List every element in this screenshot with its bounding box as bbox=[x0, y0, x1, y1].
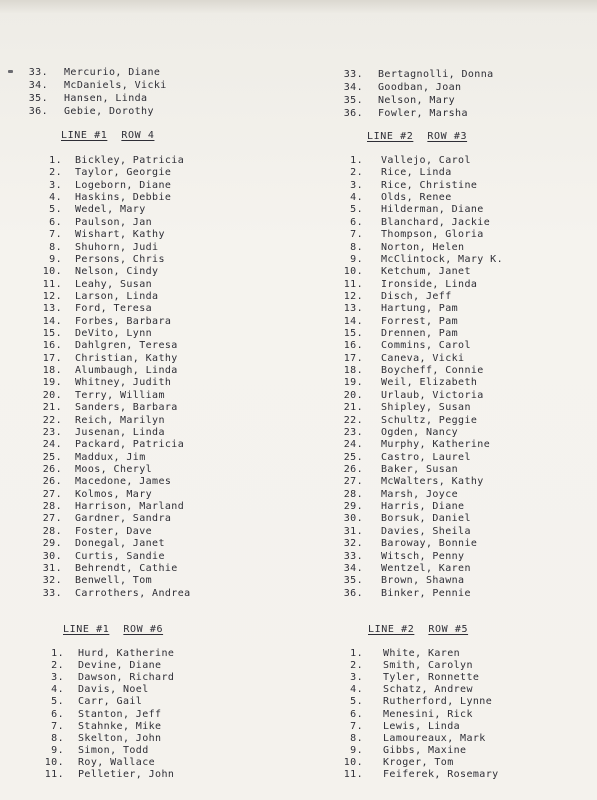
entry-name: Menesini, Rick bbox=[383, 708, 473, 720]
entry-name: Castro, Laurel bbox=[381, 451, 471, 463]
entry-name: Kolmos, Mary bbox=[75, 488, 153, 500]
entry-number: 3. bbox=[49, 179, 62, 191]
entry-name: Simon, Todd bbox=[78, 744, 149, 756]
entry-number: 27. bbox=[343, 476, 363, 488]
entry-name: Ketchum, Janet bbox=[381, 266, 471, 278]
entry-name: Commins, Carol bbox=[381, 340, 471, 352]
entry-name: Foster, Dave bbox=[75, 525, 153, 537]
entry-number: 36. bbox=[28, 106, 48, 117]
entry-name: McClintock, Mary K. bbox=[381, 253, 503, 265]
entry-number: 33. bbox=[343, 550, 363, 562]
entry-number: 10. bbox=[343, 266, 363, 278]
entry-name: Carrothers, Andrea bbox=[75, 587, 191, 599]
entry-number: 9. bbox=[49, 253, 62, 265]
entry-number: 7. bbox=[49, 229, 62, 241]
entry-name: Lamoureaux, Mark bbox=[383, 732, 486, 744]
entry-name: Larson, Linda bbox=[75, 290, 159, 302]
entry-name: Marsh, Joyce bbox=[381, 488, 459, 500]
entry-number: 2. bbox=[350, 167, 363, 179]
entry-number: 22. bbox=[42, 414, 62, 426]
entry-number: 36. bbox=[343, 587, 363, 599]
entry-name: Pelletier, John bbox=[78, 769, 175, 780]
entry-number: 28. bbox=[42, 525, 62, 537]
entry-name: Sanders, Barbara bbox=[75, 402, 178, 414]
row-label: ROW #3 bbox=[427, 131, 468, 142]
entry-name: Alumbaugh, Linda bbox=[75, 365, 178, 377]
entry-number: 10. bbox=[44, 756, 64, 768]
entry-name: Blanchard, Jackie bbox=[381, 216, 491, 228]
entry-number: 2. bbox=[350, 660, 363, 672]
entry-name: Stanton, Jeff bbox=[78, 708, 162, 720]
entry-number: 20. bbox=[42, 389, 62, 401]
entry-name: Rutherford, Lynne bbox=[383, 696, 493, 708]
entry-name: Terry, William bbox=[75, 389, 165, 401]
entry-name: Baroway, Bonnie bbox=[381, 538, 478, 550]
entry-number: 14. bbox=[42, 315, 62, 327]
entry-number: 29. bbox=[42, 538, 62, 550]
entry-number: 26. bbox=[42, 464, 62, 475]
entry-number: 35. bbox=[343, 95, 363, 106]
entry-name: Benwell, Tom bbox=[75, 575, 153, 587]
entry-name: Packard, Patricia bbox=[75, 439, 185, 451]
entry-number: 24. bbox=[343, 439, 363, 451]
entry-number: 6. bbox=[350, 708, 363, 720]
entry-name: Murphy, Katherine bbox=[381, 439, 491, 451]
entry-number: 30. bbox=[343, 513, 363, 525]
entry-number: 6. bbox=[51, 708, 64, 720]
entry-number: 28. bbox=[42, 501, 62, 513]
entry-number: 4. bbox=[350, 192, 363, 204]
entry-name: Norton, Helen bbox=[381, 241, 465, 253]
entry-name: Thompson, Gloria bbox=[381, 229, 484, 241]
entry-number: 8. bbox=[49, 241, 62, 253]
entry-number: 33. bbox=[343, 69, 363, 80]
entry-name: Tyler, Ronnette bbox=[383, 672, 480, 684]
entry-number: 18. bbox=[343, 365, 363, 377]
entry-number: 8. bbox=[350, 732, 363, 744]
entry-number: 13. bbox=[343, 303, 363, 315]
entry-name: Weil, Elizabeth bbox=[381, 377, 478, 389]
entry-name: Harris, Diane bbox=[381, 501, 465, 513]
list-item bbox=[0, 648, 590, 660]
entry-name: Donegal, Janet bbox=[75, 538, 165, 550]
entry-name: Wentzel, Karen bbox=[381, 562, 471, 574]
entry-number: 23. bbox=[42, 426, 62, 438]
entry-number: 1. bbox=[350, 648, 363, 659]
entry-number: 29. bbox=[343, 501, 363, 513]
entry-number: 16. bbox=[42, 340, 62, 352]
entry-name: Shuhorn, Judi bbox=[75, 241, 159, 253]
list-item bbox=[0, 684, 590, 696]
entry-number: 5. bbox=[350, 696, 363, 708]
entry-name: Davis, Noel bbox=[78, 684, 149, 696]
entry-number: 21. bbox=[343, 402, 363, 414]
entry-number: 34. bbox=[343, 82, 363, 93]
entry-name: Brown, Shawna bbox=[381, 575, 465, 587]
entry-number: 11. bbox=[343, 278, 363, 290]
entry-name: Reich, Marilyn bbox=[75, 414, 165, 426]
entry-name: White, Karen bbox=[383, 648, 461, 659]
row-label: ROW 4 bbox=[121, 130, 155, 141]
entry-number: 9. bbox=[350, 744, 363, 756]
entry-number: 5. bbox=[49, 204, 62, 216]
entry-name: Smith, Carolyn bbox=[383, 660, 473, 672]
entry-name: Shipley, Susan bbox=[381, 402, 471, 414]
entry-name: Forrest, Pam bbox=[381, 315, 459, 327]
entry-name: Urlaub, Victoria bbox=[381, 389, 484, 401]
entry-name: McWalters, Kathy bbox=[381, 476, 484, 488]
entry-number: 4. bbox=[350, 684, 363, 696]
entry-number: 4. bbox=[49, 192, 62, 204]
entry-number: 11. bbox=[42, 278, 62, 290]
entry-number: 1. bbox=[51, 648, 64, 659]
entry-name: Gebie, Dorothy bbox=[64, 106, 154, 117]
entry-number: 25. bbox=[42, 451, 62, 463]
entry-number: 34. bbox=[28, 80, 48, 91]
entry-number: 12. bbox=[42, 290, 62, 302]
entry-number: 5. bbox=[350, 204, 363, 216]
entry-number: 26. bbox=[343, 464, 363, 475]
entry-name: Ford, Teresa bbox=[75, 303, 153, 315]
entry-number: 22. bbox=[343, 414, 363, 426]
entry-name: Nelson, Mary bbox=[378, 95, 456, 106]
entry-name: Moos, Cheryl bbox=[75, 464, 153, 475]
entry-number: 13. bbox=[42, 303, 62, 315]
entry-name: Boycheff, Connie bbox=[381, 365, 484, 377]
entry-name: Hartung, Pam bbox=[381, 303, 459, 315]
entry-name: McDaniels, Vicki bbox=[64, 80, 167, 91]
entry-number: 7. bbox=[51, 720, 64, 732]
entry-number: 27. bbox=[42, 513, 62, 525]
entry-number: 31. bbox=[42, 562, 62, 574]
entry-number: 31. bbox=[343, 525, 363, 537]
entry-name: Hilderman, Diane bbox=[381, 204, 484, 216]
entry-name: Rice, Linda bbox=[381, 167, 452, 179]
entry-number: 17. bbox=[42, 352, 62, 364]
list-item bbox=[0, 709, 590, 721]
entry-number: 3. bbox=[51, 672, 64, 684]
entry-name: Carr, Gail bbox=[78, 696, 143, 708]
entry-name: Schatz, Andrew bbox=[383, 684, 473, 696]
line-label: LINE #2 bbox=[367, 131, 414, 142]
entry-name: Whitney, Judith bbox=[75, 377, 172, 389]
entry-number: 1. bbox=[49, 155, 62, 166]
list-item bbox=[0, 745, 590, 757]
list-item bbox=[0, 696, 590, 708]
entry-name: Jusenan, Linda bbox=[75, 426, 165, 438]
entry-name: Baker, Susan bbox=[381, 464, 459, 475]
entry-name: Forbes, Barbara bbox=[75, 315, 172, 327]
entry-name: Bertagnolli, Donna bbox=[378, 69, 494, 80]
entry-name: Harrison, Marland bbox=[75, 501, 185, 513]
entry-number: 8. bbox=[51, 732, 64, 744]
entry-number: 2. bbox=[49, 167, 62, 179]
entry-name: Behrendt, Cathie bbox=[75, 562, 178, 574]
entry-number: 19. bbox=[42, 377, 62, 389]
entry-name: Witsch, Penny bbox=[381, 550, 465, 562]
entry-name: Curtis, Sandie bbox=[75, 550, 165, 562]
entry-number: 12. bbox=[343, 290, 363, 302]
entry-number: 6. bbox=[350, 216, 363, 228]
entry-name: Ironside, Linda bbox=[381, 278, 478, 290]
entry-name: Persons, Chris bbox=[75, 253, 165, 265]
row-label: ROW #6 bbox=[123, 624, 164, 635]
entry-number: 25. bbox=[343, 451, 363, 463]
entry-number: 33. bbox=[42, 587, 62, 599]
entry-name: Leahy, Susan bbox=[75, 278, 153, 290]
entry-number: 34. bbox=[343, 562, 363, 574]
entry-name: Schultz, Peggie bbox=[381, 414, 478, 426]
entry-number: 3. bbox=[350, 672, 363, 684]
entry-name: Nelson, Cindy bbox=[75, 266, 159, 278]
entry-number: 19. bbox=[343, 377, 363, 389]
entry-number: 26. bbox=[42, 476, 62, 488]
entry-number: 15. bbox=[343, 328, 363, 340]
line-label: LINE #1 bbox=[61, 130, 108, 141]
entry-name: Skelton, John bbox=[78, 732, 162, 744]
entry-name: Wishart, Kathy bbox=[75, 229, 165, 241]
entry-name: Davies, Sheila bbox=[381, 525, 471, 537]
entry-number: 35. bbox=[343, 575, 363, 587]
entry-name: Hurd, Katherine bbox=[78, 648, 175, 659]
list-item bbox=[0, 757, 590, 769]
entry-number: 4. bbox=[51, 684, 64, 696]
entry-name: Rice, Christine bbox=[381, 179, 478, 191]
list-item bbox=[0, 721, 590, 733]
list-item bbox=[0, 733, 590, 745]
entry-name: Vallejo, Carol bbox=[381, 155, 471, 166]
entry-name: Christian, Kathy bbox=[75, 352, 178, 364]
entry-name: Wedel, Mary bbox=[75, 204, 146, 216]
entry-name: Roy, Wallace bbox=[78, 756, 156, 768]
entry-number: 1. bbox=[350, 155, 363, 166]
entry-name: Ogden, Nancy bbox=[381, 426, 459, 438]
entry-number: 27. bbox=[42, 488, 62, 500]
entry-name: Olds, Renee bbox=[381, 192, 452, 204]
list-item bbox=[0, 672, 590, 684]
entry-name: Drennen, Pam bbox=[381, 328, 459, 340]
line-label: LINE #1 bbox=[63, 624, 110, 635]
entry-name: Maddux, Jim bbox=[75, 451, 146, 463]
list-item bbox=[0, 769, 590, 781]
entry-name: Taylor, Georgie bbox=[75, 167, 172, 179]
entry-number: 17. bbox=[343, 352, 363, 364]
entry-name: Logeborn, Diane bbox=[75, 179, 172, 191]
entry-number: 16. bbox=[343, 340, 363, 352]
entry-name: Mercurio, Diane bbox=[64, 67, 161, 78]
entry-number: 18. bbox=[42, 365, 62, 377]
entry-number: 15. bbox=[42, 328, 62, 340]
entry-number: 36. bbox=[343, 108, 363, 119]
entry-name: Stahnke, Mike bbox=[78, 720, 162, 732]
entry-number: 21. bbox=[42, 402, 62, 414]
entry-number: 11. bbox=[343, 769, 363, 780]
entry-number: 6. bbox=[49, 216, 62, 228]
entry-name: Binker, Pennie bbox=[381, 587, 471, 599]
entry-name: Borsuk, Daniel bbox=[381, 513, 471, 525]
entry-number: 23. bbox=[343, 426, 363, 438]
entry-number: 32. bbox=[42, 575, 62, 587]
entry-number: 8. bbox=[350, 241, 363, 253]
entry-name: Gardner, Sandra bbox=[75, 513, 172, 525]
entry-name: Haskins, Debbie bbox=[75, 192, 172, 204]
entry-number: 30. bbox=[42, 550, 62, 562]
entry-number: 35. bbox=[28, 93, 48, 104]
entry-name: Hansen, Linda bbox=[64, 93, 148, 104]
entry-name: Devine, Diane bbox=[78, 660, 162, 672]
entry-name: Goodban, Joan bbox=[378, 82, 462, 93]
entry-number: 7. bbox=[350, 720, 363, 732]
entry-name: Disch, Jeff bbox=[381, 290, 452, 302]
entry-name: Caneva, Vicki bbox=[381, 352, 465, 364]
entry-name: Lewis, Linda bbox=[383, 720, 461, 732]
entry-name: Feiferek, Rosemary bbox=[383, 769, 499, 780]
entry-name: DeVito, Lynn bbox=[75, 328, 153, 340]
entry-name: Dawson, Richard bbox=[78, 672, 175, 684]
entry-number: 10. bbox=[42, 266, 62, 278]
row-label: ROW #5 bbox=[428, 624, 469, 635]
entry-number: 24. bbox=[42, 439, 62, 451]
entry-number: 20. bbox=[343, 389, 363, 401]
entry-number: 10. bbox=[343, 756, 363, 768]
entry-number: 9. bbox=[350, 253, 363, 265]
entry-number: 3. bbox=[350, 179, 363, 191]
entry-number: 7. bbox=[350, 229, 363, 241]
entry-number: 28. bbox=[343, 488, 363, 500]
entry-name: Macedone, James bbox=[75, 476, 172, 488]
entry-name: Gibbs, Maxine bbox=[383, 744, 467, 756]
line-label: LINE #2 bbox=[368, 624, 415, 635]
entry-number: 32. bbox=[343, 538, 363, 550]
entry-name: Bickley, Patricia bbox=[75, 155, 185, 166]
entry-number: 9. bbox=[51, 744, 64, 756]
list-item bbox=[0, 660, 590, 672]
entry-name: Paulson, Jan bbox=[75, 216, 153, 228]
entry-number: 11. bbox=[44, 769, 64, 780]
entry-number: 5. bbox=[51, 696, 64, 708]
entry-number: 2. bbox=[51, 660, 64, 672]
entry-name: Kroger, Tom bbox=[383, 756, 454, 768]
entry-name: Fowler, Marsha bbox=[378, 108, 468, 119]
entry-number: 14. bbox=[343, 315, 363, 327]
entry-number: 33. bbox=[28, 67, 48, 78]
entry-name: Dahlgren, Teresa bbox=[75, 340, 178, 352]
